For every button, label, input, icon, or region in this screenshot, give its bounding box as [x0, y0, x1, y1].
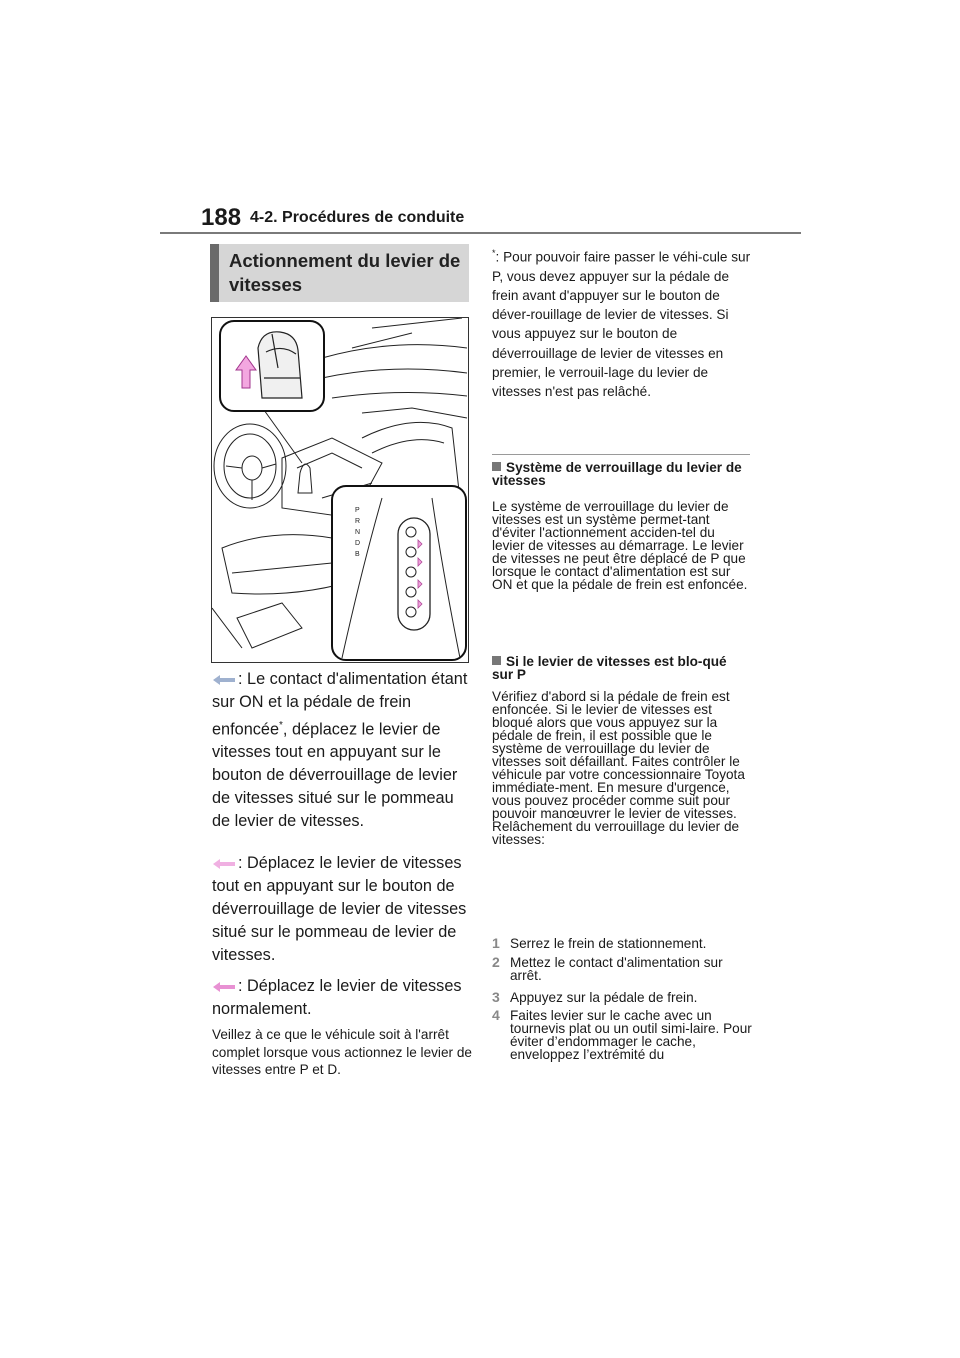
instruction-2-text: : Déplacez le levier de vitesses tout en appuyant sur le bouton de déverrouillage de levier de vitesses situé sur le pommeau de levier de vitesses. [212, 854, 467, 964]
footnote-star: * [492, 248, 496, 258]
gear-label-b: B [355, 551, 360, 558]
square-bullet-icon [492, 462, 501, 471]
section-title: 4-2. Procédures de conduite [250, 209, 465, 226]
gear-label-n: N [355, 529, 361, 536]
instruction-item-1 [212, 668, 470, 833]
step-3-number: 3 [492, 989, 500, 1005]
section-heading-line1: Actionnement du levier de [229, 250, 461, 271]
arrow-pink-dark-icon [212, 982, 236, 992]
footnote-text: : Pour pouvoir faire passer le véhi-cule sur P, vous devez appuyer sur la pédale de frein avant d'appuyer sur le bouton de déver-rouillage de levier de vitesses. Si vous appuyez sur le bouton de déverrouillage de levier de vitesses en premier, le verrouil-lage du levier de vitesses n'est pas relâché. [492, 249, 751, 399]
step-2-text: Mettez le contact d'alimentation sur arrêt. [510, 955, 723, 983]
square-bullet-icon [492, 656, 501, 665]
page-number: 188 [201, 204, 242, 231]
step-2-number: 2 [492, 954, 500, 970]
instruction-item-2 [212, 852, 470, 967]
section-heading-line2: vitesses [229, 274, 303, 295]
footnote-divider [492, 454, 750, 455]
car-interior-drawing [212, 318, 469, 663]
step-1-number: 1 [492, 935, 500, 951]
instruction-3-text: : Déplacez le levier de vitesses normalement. [212, 977, 462, 1018]
shift-lever-illustration [211, 317, 469, 663]
step-1-text: Serrez le frein de stationnement. [510, 936, 707, 951]
footnote [492, 244, 752, 401]
safety-note: Veillez à ce que le véhicule soit à l'arrêt complet lorsque vous actionnez le levier de vitesses entre P et D. [212, 1027, 472, 1077]
arrow-pink-icon [212, 859, 236, 869]
subsection-2-title: Si le levier de vitesses est blo-qué sur P [492, 654, 727, 682]
subsection-blocked-title [492, 655, 750, 681]
arrow-blue-icon [212, 675, 236, 685]
subsection-lock-system-title [492, 461, 750, 487]
gear-label-d: D [355, 540, 361, 547]
gear-label-r: R [355, 518, 361, 525]
section-heading [210, 244, 469, 302]
step-3-text: Appuyez sur la pédale de frein. [510, 990, 698, 1005]
instruction-item-3 [212, 975, 470, 1021]
step-4-number: 4 [492, 1007, 500, 1023]
subsection-2-body: Vérifiez d'abord si la pédale de frein est enfoncée. Si le levier de vitesses est bloqué alors que vous appuyez sur la pédale de frein, il est possible que le système de verrouillage du levier de vitesses soit défaillant. Faites contrôler le véhicule par votre concessionnaire Toyota immédiate-ment. En mesure d'urgence, vous pouvez procéder comme suit pour pouvoir manœuvrer le levier de vitesses. Relâchement du verrouillage du levier de vitesses: [492, 689, 745, 847]
step-4-text: Faites levier sur le cache avec un tournevis plat ou un outil simi-laire. Pour éviter d’endommager le cache, enveloppez l’extrémité du [510, 1008, 752, 1062]
subsection-1-title: Système de verrouillage du levier de vitesses [492, 460, 742, 488]
instruction-1-tail: , déplacez le levier de vitesses tout en appuyant sur le bouton de déverrouillage de levier de vitesses situé sur le pommeau de levier de vitesses. [212, 720, 458, 831]
gear-label-p: P [355, 507, 360, 514]
header-divider [160, 232, 801, 234]
subsection-1-body: Le système de verrouillage du levier de vitesses est un système permet-tant d'éviter l'actionnement acciden-tel du levier de vitesses au démarrage. Le levier de vitesses ne peut être déplacé de P que lorsque le contact d'alimentation est sur ON et que la pédale de frein est enfoncée. [492, 499, 748, 592]
instruction-1-text: : Le contact d'alimentation étant sur ON et la pédale de frein enfoncée [212, 670, 468, 739]
instruction-1-star: * [279, 720, 283, 731]
